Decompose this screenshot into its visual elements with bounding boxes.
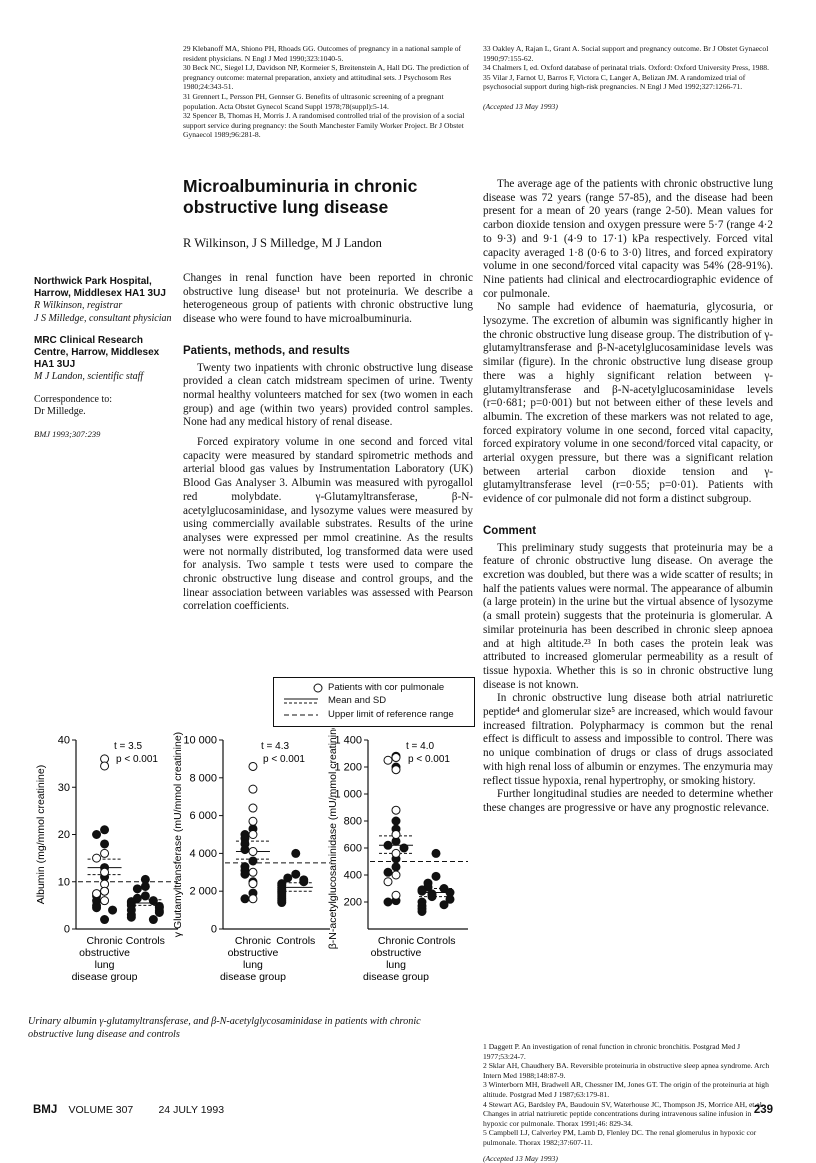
cor-pulmonale-point-0-0-6 [101, 887, 109, 895]
title-line-1: Microalbuminuria in chronic [183, 176, 418, 196]
data-point-1-1-4 [300, 878, 308, 886]
methods-paragraph-2: Forced expiratory volume in one second and forced vital capacity were measured by standard spirometric methods and arterial blood gas values by Instrumentation Laboratory (UK) Blood Gas Analyser 3. Albumin was measured with pyrogallol red molybdate. γ-Glutamyltransferase, β-N-acetylglucosaminidase, and lysozyme values were measured by using commercially available substrates. Results of the urine analyses were expressed per mmol creatinine. As the results were not normally distributed, log transformed data were used for analysis. Two sample t tests were used to compare the chronic obstructive lung disease and control groups, and the linear association between variables was assessed with Pearson correlation coefficients. [183, 436, 473, 613]
cor-pulmonale-point-0-0-2 [101, 849, 109, 857]
accepted-note-bottom: (Accepted 13 May 1993) [483, 1153, 558, 1163]
top-references-left [183, 44, 473, 140]
data-point-1-1-0 [292, 849, 300, 857]
data-point-1-1-15 [278, 899, 286, 907]
data-point-0-0-2 [101, 840, 109, 848]
reference-3: 3 Winterborn MH, Bradwell AR, Chessner IM, Jones GT. The origin of the proteinuria at high altitude. Postgrad Med J 1987;63:179-81. [483, 1080, 769, 1099]
cor-pulmonale-point-1-0-2 [249, 804, 257, 812]
x-label-group-l2-1: obstructive [227, 947, 279, 959]
data-point-1-0-5 [249, 857, 257, 865]
y-tick-label-1: 6 000 [189, 810, 217, 823]
cor-pulmonale-point-1-0-5 [249, 848, 257, 856]
correspondence-name: Dr Milledge. [34, 405, 86, 417]
y-tick-label-1: 8 000 [189, 772, 217, 785]
data-point-2-0-9 [384, 868, 392, 876]
legend-item-cor-pulmonale: Patients with cor pulmonale [328, 682, 445, 693]
data-point-2-1-0 [432, 849, 440, 857]
reference-34: 34 Chalmers I, ed. Oxford database of perinatal trials. Oxford: Oxford University Press, 1988. [483, 63, 769, 73]
y-tick-label-2: 400 [343, 869, 362, 882]
legend-item-upper-limit: Upper limit of reference range [328, 709, 454, 720]
data-point-2-1-10 [428, 893, 436, 901]
data-point-2-1-13 [440, 901, 448, 909]
data-point-0-1-1 [141, 882, 149, 890]
cor-pulmonale-point-2-0-4 [392, 831, 400, 839]
data-point-2-0-5 [384, 841, 392, 849]
citation: BMJ 1993;307:239 [34, 429, 101, 440]
cor-pulmonale-point-0-0-1 [101, 762, 109, 770]
cor-pulmonale-point-2-0-2 [392, 766, 400, 774]
y-tick-label-1: 4 000 [189, 847, 217, 860]
footer-volume: VOLUME 307 [68, 1104, 134, 1116]
results-paragraph-1: The average age of the patients with chronic obstructive lung disease was 72 years (range 57-85), and the disease had been present for a mean of 20 years (range 2-50). Mean values for carbon dioxide tension and oxygen pressure were 5·7 (range 4·2 to 9·3) and 9·1 (4·9 to 17·1) kPa respectively. Forced vital capacity averaged 1·8 (0·6 to 3·0) litres, and forced expiratory volume in one second/forced vital capacity was 54% (28-91%). Nine patients had clinical and electrocardiographic evidence of cor pulmonale. [483, 178, 773, 300]
correspondence-label: Correspondence to: [34, 393, 113, 405]
figure-caption: Urinary albumin γ-glutamyltransferase, and β-N-acetylglycosaminidase in patients with chronic obstructive lung disease and controls [28, 1016, 421, 1040]
x-label-group-l1-1: Chronic [234, 935, 272, 947]
y-tick-label-2: 200 [343, 896, 362, 909]
stat-p-2: p < 0.001 [408, 754, 450, 765]
y-tick-label-2: 800 [343, 815, 362, 828]
data-point-2-1-6 [418, 887, 426, 895]
y-axis-label-0: Albumin (mg/mmol creatinine) [35, 764, 47, 905]
x-label-controls-0: Controls [125, 935, 165, 947]
stat-p-0: p < 0.001 [116, 754, 158, 765]
article-title [183, 176, 483, 218]
affiliations-sidebar [34, 276, 174, 440]
author-affiliation-2a: M J Landon, scientific staff [34, 371, 144, 383]
legend-item-mean-sd: Mean and SD [328, 695, 387, 706]
reference-1: 1 Daggett P. An investigation of renal function in chronic bronchitis. Postgrad Med J 1977;53:24-7. [483, 1042, 741, 1061]
x-label-group-l1-0: Chronic [86, 935, 123, 947]
data-point-0-0-9 [93, 904, 101, 912]
data-point-1-0-4 [241, 846, 249, 854]
data-point-2-1-1 [432, 872, 440, 880]
x-label-group-l4-1: disease group [219, 971, 286, 983]
results-paragraph-2: No sample had evidence of haematuria, glycosuria, or lysozyme. The excretion of albumin was significantly higher in the chronic obstructive lung disease group. The distribution of γ-glutamyltransferase and β-N-acetylglucosaminidase levels was similar (figure). In the chronic obstructive lung disease group there was a highly significant relation between γ-glutamyltransferase and β-N-acetylglucosaminidase levels (r=0·681; p=0·001) but not between either of these levels and albumin. The excretion of these markers was not related to age, forced expiratory volume in one second, forced vital capacity, forced expiratory volume in one second/forced vital capacity, or arterial oxygen pressure, but there was a significant relation between arterial carbon dioxide tension and γ-glutamyltransferase level (r=0·55; p=0·01). Patients with evidence of cor pulmonale did not form a distinct subgroup. [483, 301, 773, 506]
accepted-note-top: (Accepted 13 May 1993) [483, 101, 558, 111]
data-point-2-1-16 [418, 907, 426, 915]
page-footer [33, 1104, 773, 1120]
data-point-0-0-10 [109, 906, 117, 914]
data-point-0-0-1 [93, 831, 101, 839]
data-point-0-1-16 [149, 916, 157, 924]
data-point-2-0-6 [400, 844, 408, 852]
cor-pulmonale-point-0-0-4 [101, 868, 109, 876]
author-affiliation-1a: R Wilkinson, registrar [34, 300, 123, 312]
data-point-2-0-8 [392, 863, 400, 871]
stat-t-2: t = 4.0 [406, 741, 435, 752]
cor-pulmonale-point-2-0-3 [392, 806, 400, 814]
stat-p-1: p < 0.001 [263, 754, 305, 765]
y-tick-label-2: 600 [343, 842, 362, 855]
data-point-2-0-11 [384, 898, 392, 906]
stat-t-0: t = 3.5 [114, 741, 143, 752]
right-column [483, 178, 773, 816]
methods-heading: Patients, methods, and results [183, 344, 350, 357]
reference-33: 33 Oakley A, Rajan L, Grant A. Social support and pregnancy outcome. Br J Obstet Gynaecol 1990;97:155-62. [483, 44, 769, 63]
x-label-group-l2-0: obstructive [79, 947, 130, 959]
data-point-0-0-0 [101, 826, 109, 834]
data-point-1-1-1 [292, 870, 300, 878]
cor-pulmonale-point-1-0-3 [249, 817, 257, 825]
data-point-0-0-11 [101, 916, 109, 924]
affiliation-1: Northwick Park Hospital, Harrow, Middlesex HA1 3UJ [34, 276, 166, 300]
affiliation-2: MRC Clinical Research Centre, Harrow, Middlesex HA1 3UJ [34, 334, 160, 371]
x-label-controls-1: Controls [276, 935, 316, 947]
x-label-group-l3-1: lung [243, 959, 263, 971]
comment-heading: Comment [483, 524, 537, 537]
data-point-1-0-11 [241, 895, 249, 903]
cor-pulmonale-point-1-0-1 [249, 785, 257, 793]
reference-35: 35 Vilar J, Farnot U, Barros F, Victora C, Langer A, Belizan JM. A randomized trial of psychosocial support during high-risk pregnancies. N Engl J Med 1992;327:1266-71. [483, 72, 746, 92]
cor-pulmonale-point-1-0-4 [249, 831, 257, 839]
data-point-1-0-8 [241, 870, 249, 878]
data-point-0-1-3 [141, 892, 149, 900]
footer-date: 24 JULY 1993 [158, 1104, 225, 1116]
y-tick-label-2: 1 400 [334, 734, 362, 747]
left-column [183, 272, 473, 614]
cor-pulmonale-point-1-0-8 [249, 895, 257, 903]
cor-pulmonale-point-1-0-0 [249, 762, 257, 770]
data-point-2-0-2 [392, 817, 400, 825]
cor-pulmonale-point-0-0-7 [93, 890, 101, 898]
cor-pulmonale-point-2-0-8 [392, 891, 400, 899]
bottom-references [483, 1042, 773, 1163]
x-label-group-l2-2: obstructive [370, 947, 422, 959]
y-tick-label-0: 40 [57, 734, 70, 747]
y-axis-label-1: γ Glutamyltransferase (mU/mmol creatinine) [172, 731, 184, 938]
y-tick-label-1: 10 000 [183, 734, 217, 747]
x-label-controls-2: Controls [416, 935, 456, 947]
cor-pulmonale-point-2-0-5 [392, 849, 400, 857]
cor-pulmonale-point-0-0-3 [93, 854, 101, 862]
top-references-right [483, 44, 773, 112]
y-tick-label-0: 0 [63, 923, 70, 936]
x-label-group-l1-2: Chronic [377, 935, 415, 947]
title-line-2: obstructive lung disease [183, 197, 389, 217]
data-point-0-1-15 [127, 913, 135, 921]
reference-31: 31 Grennert L, Persson PH, Gennser G. Benefits of ultrasonic screening of a pregnant population. Acta Obstet Gynecol Scand Suppl 1978;78(suppl):5-14. [183, 91, 444, 111]
x-label-group-l3-2: lung [386, 959, 406, 971]
figure-charts [28, 728, 473, 1013]
data-point-0-1-13 [155, 908, 163, 916]
intro-paragraph: Changes in renal function have been reported in chronic obstructive lung disease¹ but not proteinuria. We describe a heterogeneous group of patients with chronic obstructive lung disease who were found to have microalbuminuria. [183, 272, 473, 326]
reference-29: 29 Klebanoff MA, Shiono PH, Rhoads GG. Outcomes of pregnancy in a national sample of resident physicians. N Engl J Med 1990;323:1040-5. [183, 44, 462, 63]
y-tick-label-2: 1 000 [334, 788, 362, 801]
comment-paragraph-2: In chronic obstructive lung disease both atrial natriuretic peptide⁴ and glomerular size⁵ are increased, which would favour increased filtration. Polypharmacy is common but the renal effect is difficult to assess and impossible to control. There was no unique combination of drugs or class of drugs associated with high renal loss of albumin or enzymes. The enzymuria may reflect tissue hypoxia, renal hypertrophy, or smoking history. [483, 692, 773, 787]
legend-open-circle-icon [314, 684, 322, 692]
y-axis-label-2: β-N-acetylglucosaminidase (mU/mmol creatinine) [327, 728, 339, 950]
cor-pulmonale-point-2-0-0 [392, 754, 400, 762]
y-tick-label-2: 1 200 [334, 761, 362, 774]
reference-30: 30 Beck NC, Siegel LJ, Davidson NP, Kormeier S, Breitenstein A, Hall DG. The prediction of pregnancy outcome: maternal preparation, anxiety and attitudinal sets. J Psychosom Res 1980;24:343-51. [183, 63, 470, 92]
reference-32: 32 Spencer B, Thomas H, Morris J. A randomised controlled trial of the provision of a social support service during pregnancy: the South Manchester Family Worker Project. Br J Obstet Gynaecol 1989;96:281-8. [183, 111, 465, 140]
x-label-group-l4-0: disease group [71, 971, 138, 983]
methods-paragraph-1: Twenty two inpatients with chronic obstructive lung disease provided a clean catch midstream specimen of urine. Twenty normal healthy volunteers matched for sex (two women in each group) and age (within two years) provided control samples. None had any medical history of renal disease. [183, 361, 473, 429]
reference-5: 5 Campbell LJ, Calverley PM, Lamb D, Flenley DC. The renal glomerulus in hypoxic cor pulmonale. Thorax 1982;37:607-11. [483, 1128, 757, 1147]
cor-pulmonale-point-1-0-6 [249, 868, 257, 876]
cor-pulmonale-point-1-0-7 [249, 880, 257, 888]
x-label-group-l3-0: lung [94, 959, 115, 971]
footer-page-number: 239 [753, 1104, 773, 1116]
cor-pulmonale-point-2-0-6 [392, 871, 400, 879]
chart-legend [273, 677, 475, 727]
cor-pulmonale-point-2-0-1 [384, 756, 392, 764]
data-point-0-1-2 [133, 885, 141, 893]
reference-2: 2 Sklar AH, Chaudhery BA. Reversible proteinuria in obstructive sleep apnea syndrome. Arch Intern Med 1988;148:87-9. [483, 1061, 770, 1080]
cor-pulmonale-point-0-0-8 [101, 897, 109, 905]
footer-journal: BMJ [33, 1104, 58, 1116]
x-label-group-l4-2: disease group [363, 971, 429, 983]
y-tick-label-1: 0 [210, 923, 217, 936]
scatter-charts-svg [28, 728, 473, 1013]
y-tick-label-1: 2 000 [189, 885, 217, 898]
comment-paragraph-3: Further longitudinal studies are needed to determine whether these changes are progressive or have any prognostic relevance. [483, 788, 773, 814]
y-tick-label-0: 10 [57, 876, 70, 889]
y-tick-label-0: 30 [57, 781, 70, 794]
stat-t-1: t = 4.3 [261, 741, 290, 752]
comment-paragraph-1: This preliminary study suggests that proteinuria may be a feature of chronic obstructive lung disease. On average the excretion was doubled, but there was a wide scatter of results; in half the patients values were normal. The appearance of albumin (a large protein) in the urine but the virtual absence of lysozyme (a small protein) suggests that the proteinuria is glomerular. A similar proteinuria has been described in chronic sleep apnoea and at high altitude.²³ In both cases the protein leak was attributed to increased glomerular permeability as a result of tissue hypoxia. Whether this is so in chronic obstructive lung disease is not known. [483, 541, 773, 691]
cor-pulmonale-point-2-0-7 [384, 878, 392, 886]
y-tick-label-0: 20 [57, 829, 70, 841]
reference-4: 4 Stewart AG, Bardsley PA, Baudouin SV, Waterhouse JC, Thompson JS, Morrice AH, et al. Changes in atrial natriuretic peptide concentrations during intravenous saline infusion in hypoxic cor pulmonale. Thorax 1991;46: 829-34. [483, 1099, 764, 1128]
article-authors: R Wilkinson, J S Milledge, M J Landon [183, 236, 382, 250]
author-affiliation-1b: J S Milledge, consultant physician [34, 312, 172, 324]
